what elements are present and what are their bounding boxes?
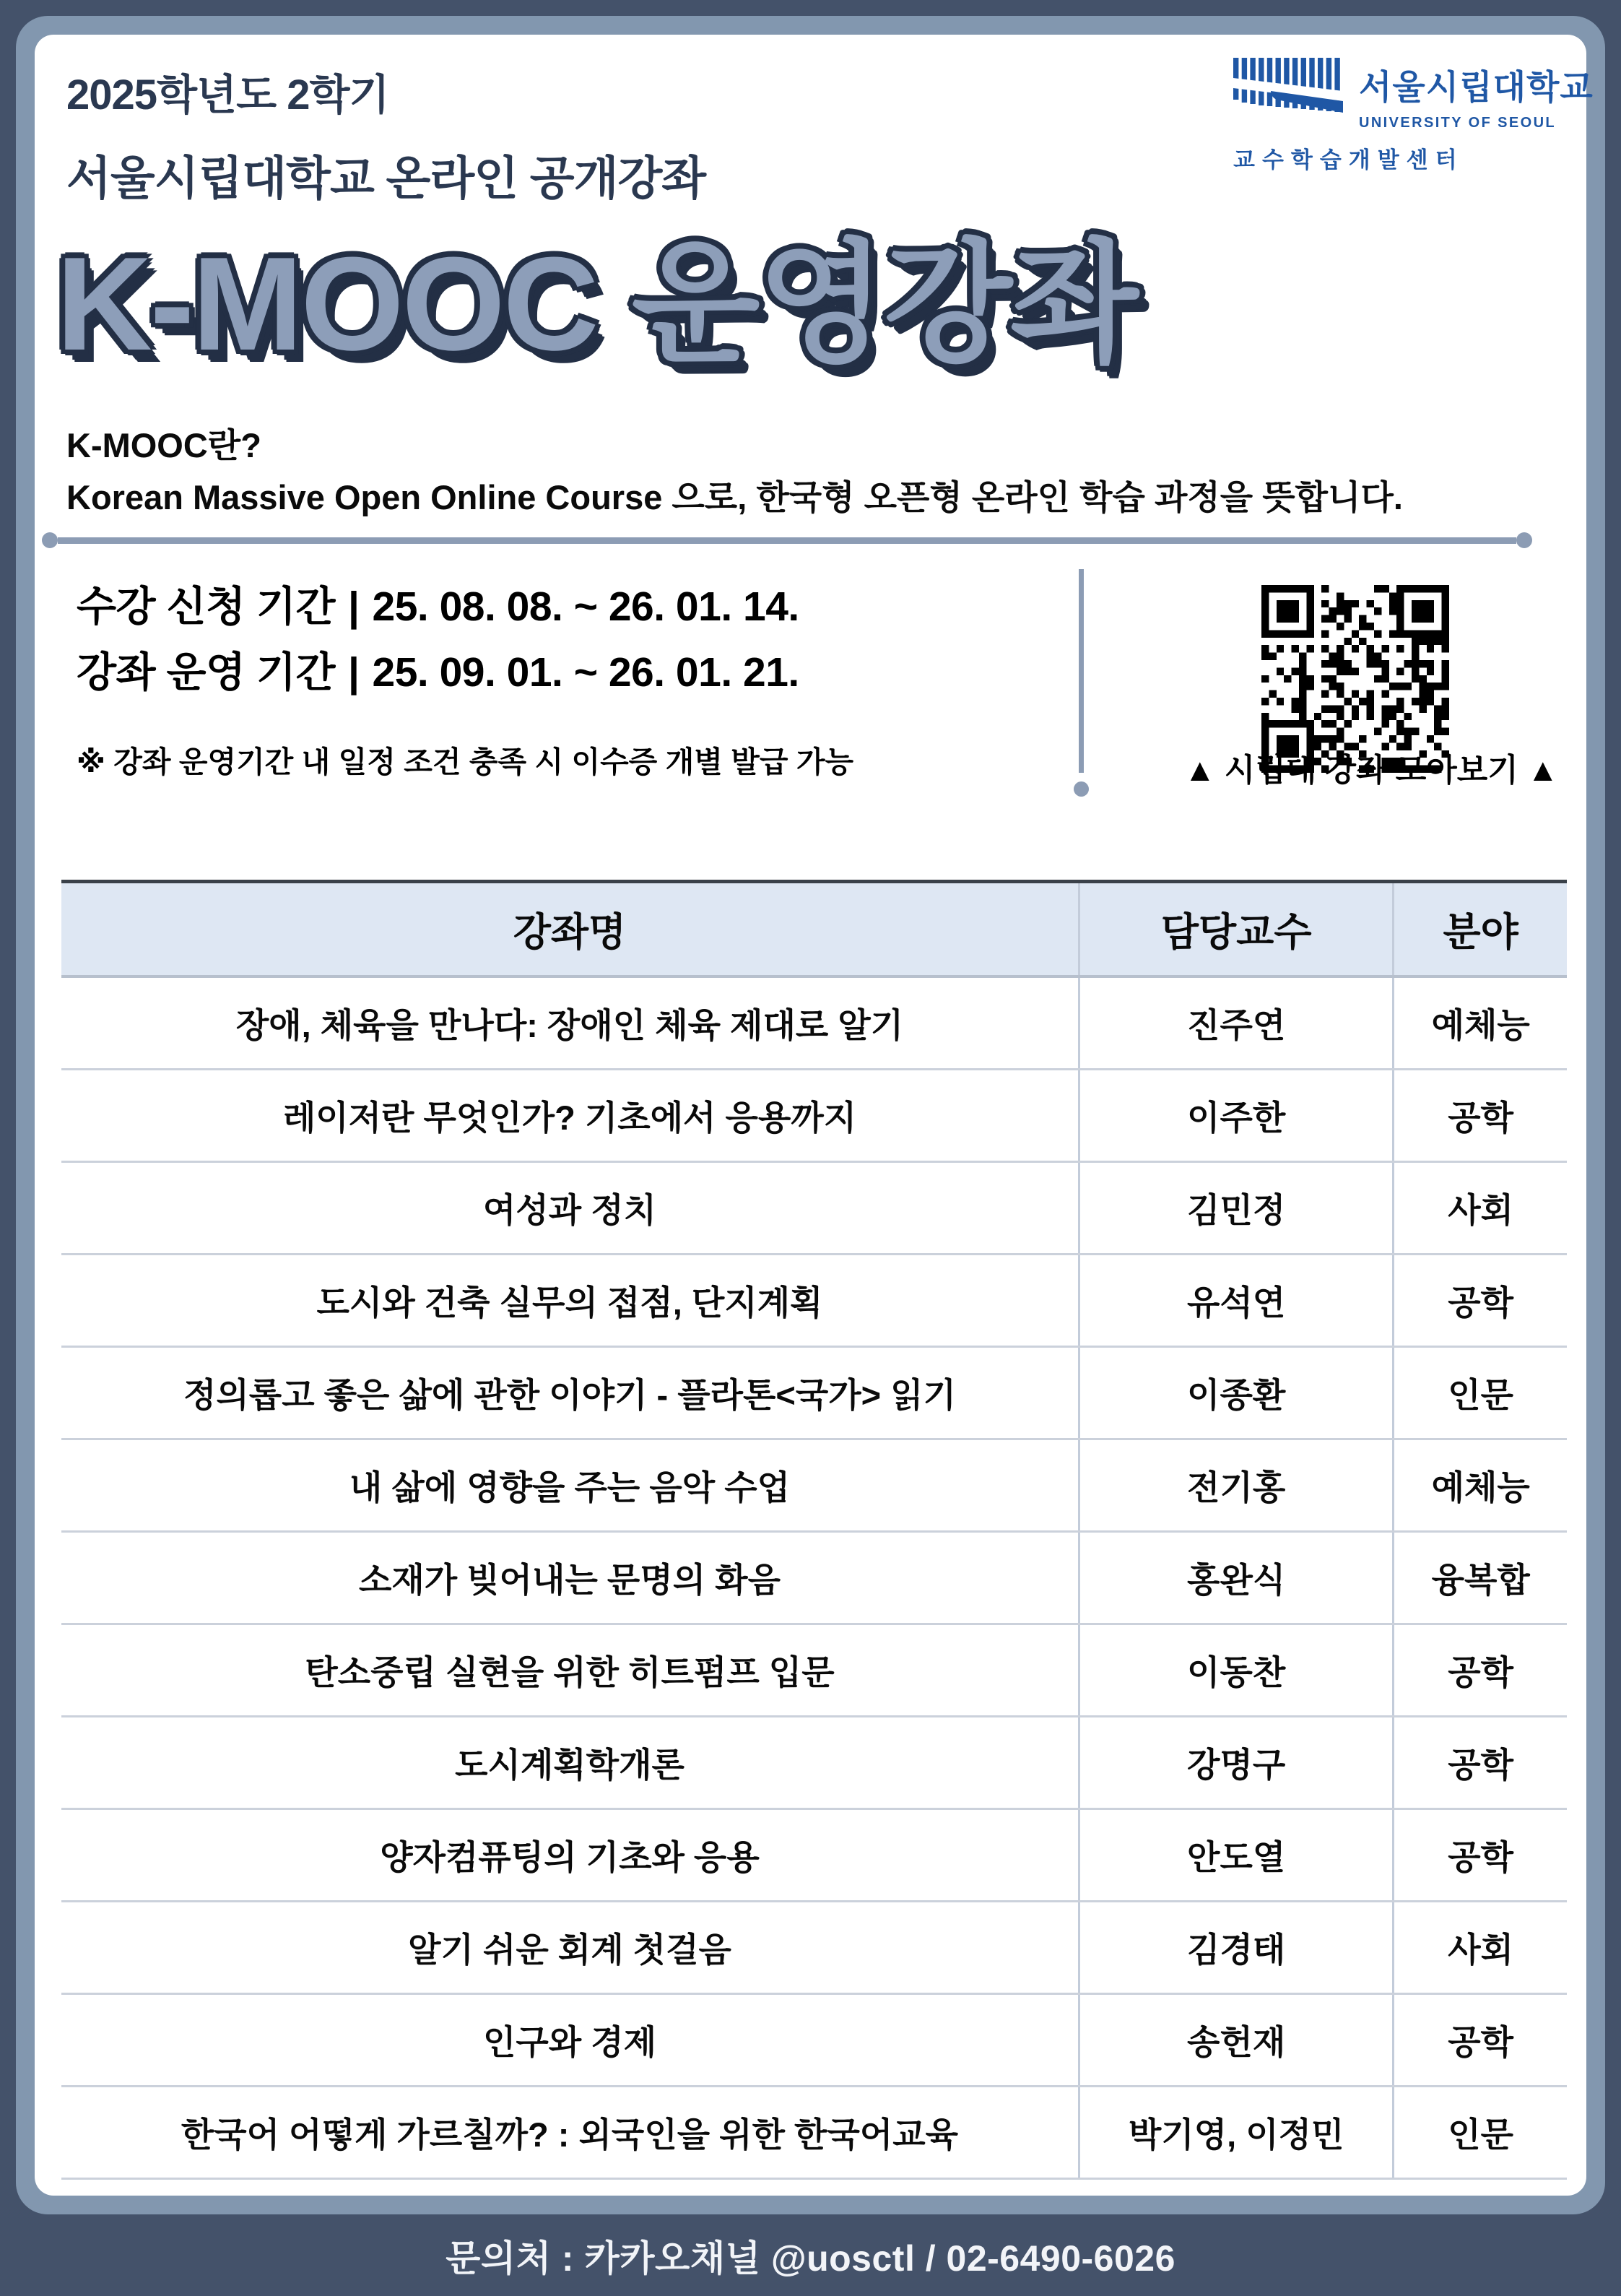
enrollment-label: 수강 신청 기간	[77, 584, 336, 630]
professor-cell: 이주한	[1078, 1070, 1392, 1161]
professor-cell: 김민정	[1078, 1163, 1392, 1253]
horizontal-divider	[42, 532, 1532, 548]
operation-period: 25. 09. 01. ~ 26. 01. 21.	[372, 649, 799, 696]
course-name-cell: 도시와 건축 실무의 접점, 단지계획	[316, 1283, 823, 1322]
course-name-cell: 양자컴퓨팅의 기초와 응용	[380, 1838, 760, 1876]
field-cell: 공학	[1392, 1810, 1567, 1900]
field-cell: 공학	[1392, 1995, 1567, 2085]
header-field: 분야	[1392, 883, 1567, 975]
table-row	[61, 1625, 1567, 1717]
course-name-cell: 장애, 체육을 만나다: 장애인 체육 제대로 알기	[235, 1006, 904, 1044]
header-professor: 담당교수	[1078, 883, 1392, 975]
course-name-cell: 한국어 어떻게 가르칠까? : 외국인을 위한 한국어교육	[181, 2115, 959, 2154]
header-course-name: 강좌명	[513, 911, 627, 954]
table-row	[61, 1995, 1567, 2087]
field-cell: 융복합	[1392, 1533, 1567, 1623]
table-row	[61, 1070, 1567, 1163]
university-logo	[1233, 58, 1594, 174]
course-name-cell: 탄소중립 실현을 위한 히트펌프 입문	[305, 1653, 835, 1691]
field-cell: 공학	[1392, 1070, 1567, 1161]
vertical-divider	[1079, 569, 1084, 773]
course-name-cell: 인구와 경제	[482, 2023, 657, 2061]
professor-cell: 박기영, 이정민	[1078, 2087, 1392, 2178]
field-cell: 사회	[1392, 1902, 1567, 1993]
period-block	[77, 586, 799, 718]
university-name-en: UNIVERSITY OF SEOUL	[1359, 115, 1557, 131]
table-row	[61, 978, 1567, 1070]
field-cell: 공학	[1392, 1717, 1567, 1808]
footer-contact: 문의처 : 카카오채널 @uosctl / 02-6490-6026	[446, 2237, 1175, 2279]
certificate-note: ※ 강좌 운영기간 내 일정 조건 충족 시 이수증 개별 발급 가능	[77, 745, 854, 779]
course-table-body	[61, 978, 1567, 2180]
course-table	[61, 880, 1567, 2180]
enrollment-period: 25. 08. 08. ~ 26. 01. 14.	[372, 584, 799, 630]
intro-description: Korean Massive Open Online Course 으로, 한국형 오픈형 온라인 학습 과정을 뜻합니다.	[66, 478, 1403, 516]
course-name-cell: 내 삶에 영향을 주는 음악 수업	[349, 1468, 791, 1507]
divider-line	[58, 537, 1516, 544]
footer-bar	[0, 2214, 1621, 2296]
table-row	[61, 1717, 1567, 1810]
field-cell: 사회	[1392, 1163, 1567, 1253]
operation-label: 강좌 운영 기간	[77, 649, 336, 696]
qr-caption: ▲ 시립대 강좌 모아보기 ▲	[1184, 753, 1559, 788]
professor-cell: 전기홍	[1078, 1440, 1392, 1530]
course-name-cell: 레이저란 무엇인가? 기초에서 응용까지	[282, 1099, 857, 1137]
professor-cell: 강명구	[1078, 1717, 1392, 1808]
operation-separator: |	[348, 649, 360, 696]
table-row	[61, 1440, 1567, 1533]
course-name-cell: 정의롭고 좋은 삶에 관한 이야기 - 플라톤<국가> 읽기	[183, 1376, 956, 1414]
course-table-header	[61, 883, 1567, 978]
professor-cell: 송헌재	[1078, 1995, 1392, 2085]
professor-cell: 안도열	[1078, 1810, 1392, 1900]
vertical-divider-dot	[1074, 781, 1089, 797]
divider-left-dot	[42, 532, 58, 548]
field-cell: 예체능	[1392, 1440, 1567, 1530]
semester-label: 2025학년도 2학기	[66, 72, 389, 118]
course-name-cell: 여성과 정치	[482, 1191, 657, 1229]
table-row	[61, 2087, 1567, 2180]
field-cell: 인문	[1392, 2087, 1567, 2178]
professor-cell: 이종환	[1078, 1348, 1392, 1438]
field-cell: 예체능	[1392, 978, 1567, 1068]
course-name-cell: 알기 쉬운 회계 첫걸음	[408, 1931, 731, 1969]
professor-cell: 유석연	[1078, 1255, 1392, 1346]
course-name-cell: 도시계획학개론	[455, 1746, 685, 1784]
intro-question: K-MOOC란?	[66, 426, 261, 464]
professor-cell: 진주연	[1078, 978, 1392, 1068]
divider-right-dot	[1516, 532, 1532, 548]
field-cell: 공학	[1392, 1625, 1567, 1715]
main-title: K-MOOC 운영강좌	[56, 229, 1137, 378]
enrollment-period-line	[77, 586, 799, 628]
operation-period-line	[77, 649, 799, 696]
table-row	[61, 1255, 1567, 1348]
table-row	[61, 1163, 1567, 1255]
university-name-ko: 서울시립대학교	[1359, 68, 1594, 106]
table-row	[61, 1902, 1567, 1995]
field-cell: 공학	[1392, 1255, 1567, 1346]
center-name: 교수학습개발센터	[1233, 147, 1464, 173]
poster-subtitle: 서울시립대학교 온라인 공개강좌	[66, 152, 706, 204]
field-cell: 인문	[1392, 1348, 1567, 1438]
table-row	[61, 1533, 1567, 1625]
table-row	[61, 1348, 1567, 1440]
professor-cell: 이동찬	[1078, 1625, 1392, 1715]
professor-cell: 홍완식	[1078, 1533, 1392, 1623]
table-row	[61, 1810, 1567, 1902]
professor-cell: 김경태	[1078, 1902, 1392, 1993]
university-emblem-icon	[1233, 58, 1343, 118]
course-name-cell: 소재가 빚어내는 문명의 화음	[358, 1561, 781, 1599]
enrollment-separator: |	[348, 584, 360, 630]
